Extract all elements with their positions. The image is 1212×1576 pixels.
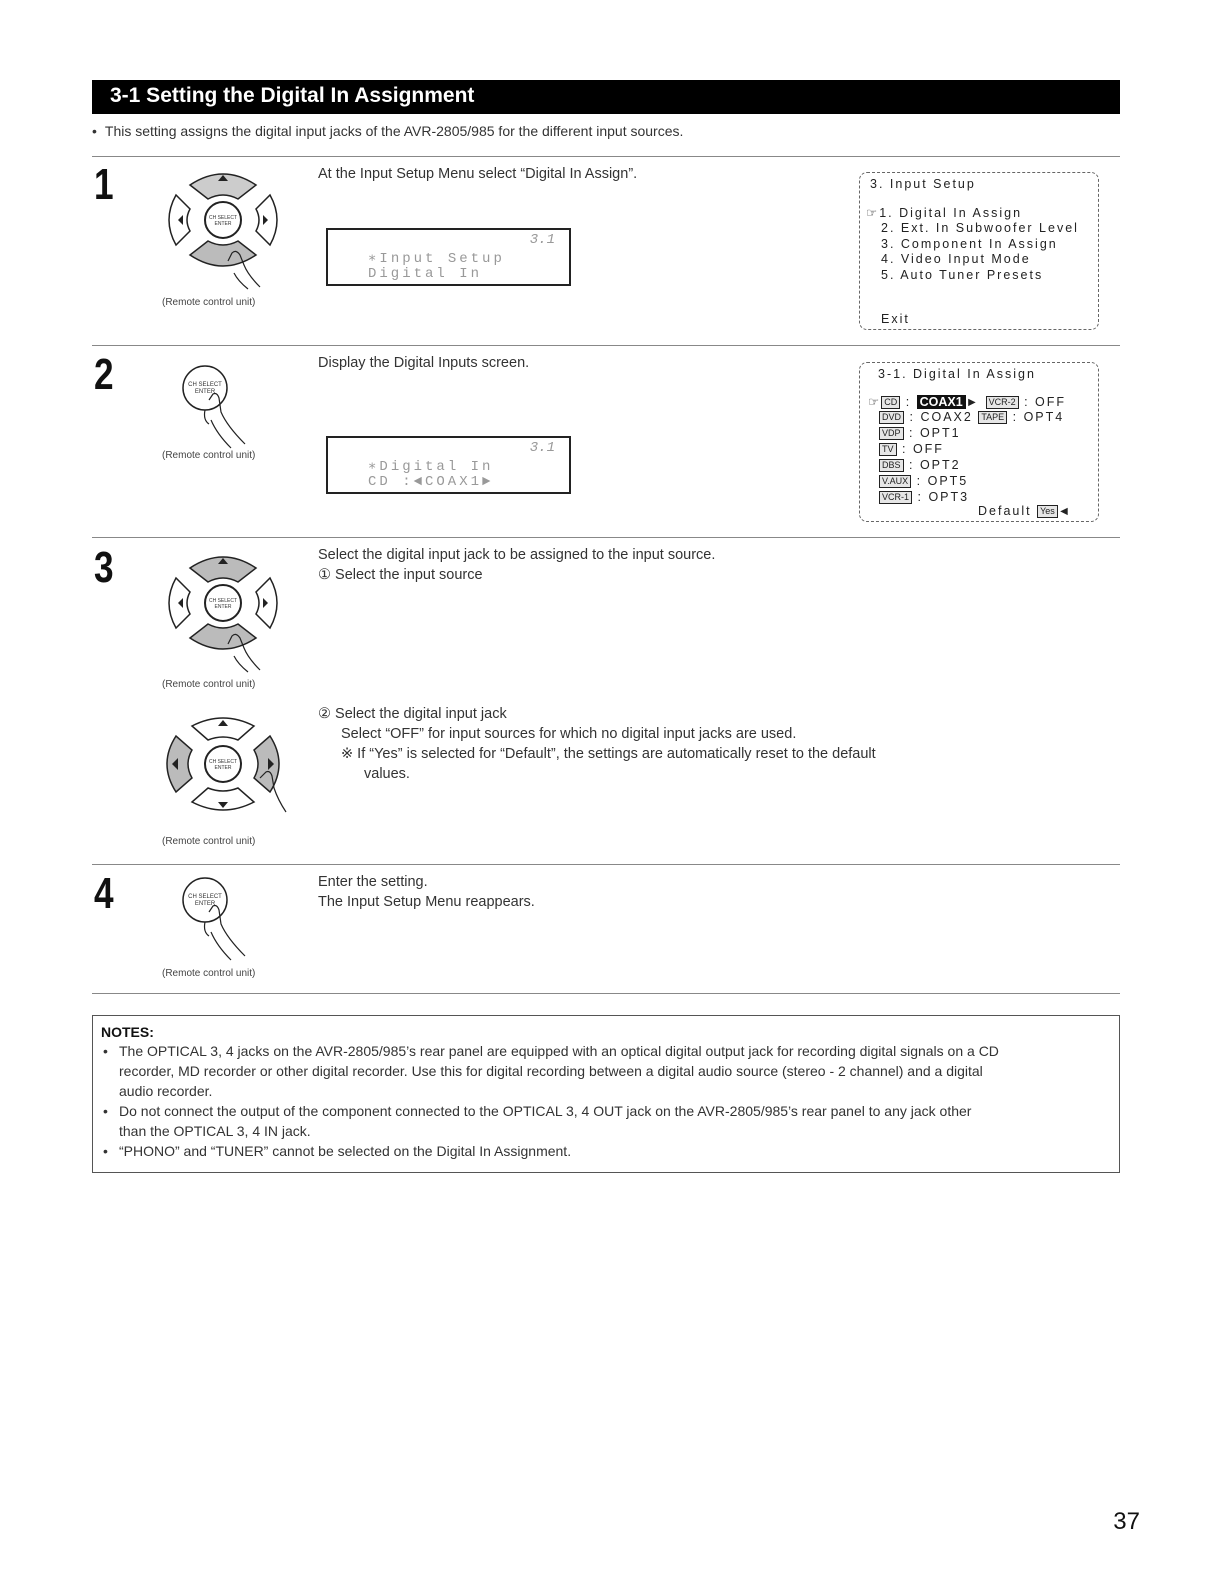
osd-input-setup [859, 172, 1099, 330]
osd-row: DVD : COAX2 TAPE : OPT4 [879, 410, 1064, 424]
source-tag: VDP [879, 427, 904, 440]
page-number: 37 [1113, 1508, 1140, 1535]
osd-row: V.AUX : OPT5 [879, 474, 968, 488]
front-display-2 [326, 436, 571, 494]
section-title: 3-1 Setting the Digital In Assignment [92, 80, 1120, 114]
step-number-2: 2 [94, 350, 114, 399]
osd-menu-item: 2. Ext. In Subwoofer Level [881, 221, 1079, 235]
selected-value: COAX1 [917, 395, 966, 409]
source-value: OPT4 [1023, 410, 1065, 424]
source-tag: V.AUX [879, 475, 911, 488]
osd-menu-item: 4. Video Input Mode [881, 252, 1031, 266]
svg-text:CH SELECT: CH SELECT [208, 759, 238, 765]
divider [92, 345, 1120, 346]
remote-enter-button-icon [175, 876, 255, 966]
step-4-line-1: Enter the setting. [318, 874, 428, 890]
osd-menu-item: 3. Component In Assign [881, 237, 1058, 251]
step-2-text: Display the Digital Inputs screen. [318, 355, 530, 371]
source-tag: TV [879, 443, 897, 456]
step-3-sub-2: ② Select the digital input jack [318, 706, 507, 722]
osd-title: 3. Input Setup [870, 177, 976, 191]
remote-enter-button-icon [175, 364, 255, 454]
divider [92, 993, 1120, 994]
remote-caption: (Remote control unit) [162, 679, 256, 690]
note-line: • “PHONO” and “TUNER” cannot be selected on the Digital In Assignment. [119, 1143, 572, 1159]
source-value: OFF [1035, 395, 1067, 409]
step-3-sub-1: ① Select the input source [318, 567, 483, 583]
default-label: Default [978, 504, 1032, 518]
osd-title: 3-1. Digital In Assign [878, 367, 1036, 381]
lcd-number: 3.1 [529, 440, 555, 456]
svg-text:ENTER: ENTER [214, 604, 232, 610]
note-item [101, 1101, 1111, 1141]
intro-text: • This setting assigns the digital input jacks of the AVR-2805/985 for the different input sources. [92, 123, 683, 139]
osd-row: DBS : OPT2 [879, 458, 961, 472]
source-value: OPT2 [919, 458, 961, 472]
source-value: OPT5 [927, 474, 969, 488]
step-3-sub-2-detail: Select “OFF” for input sources for which no digital input jacks are used. [341, 726, 797, 742]
note-line: than the OPTICAL 3, 4 IN jack. [119, 1123, 311, 1139]
osd-row: TV : OFF [879, 442, 944, 456]
remote-caption: (Remote control unit) [162, 297, 256, 308]
note-line: audio recorder. [119, 1083, 213, 1099]
note-item [101, 1141, 1111, 1161]
source-tag: VCR-1 [879, 491, 912, 504]
notes-box [92, 1015, 1120, 1173]
remote-caption: (Remote control unit) [162, 968, 256, 979]
osd-row: ☞ CD : COAX1 ► VCR-2 : OFF [868, 395, 1067, 409]
svg-text:CH SELECT: CH SELECT [188, 894, 222, 900]
step-number-4: 4 [94, 869, 114, 918]
svg-text:ENTER: ENTER [214, 765, 232, 771]
svg-text:CH SELECT: CH SELECT [208, 215, 238, 221]
osd-digital-in-assign [859, 362, 1099, 522]
step-3-note-line-1: ※ If “Yes” is selected for “Default”, the settings are automatically reset to the default [341, 746, 876, 762]
step-number-1: 1 [94, 160, 114, 209]
source-value: OPT3 [928, 490, 970, 504]
step-number-3: 3 [94, 543, 114, 592]
step-1-text: At the Input Setup Menu select “Digital In Assign”. [318, 166, 638, 182]
osd-menu-item: 5. Auto Tuner Presets [881, 268, 1044, 282]
note-line: • The OPTICAL 3, 4 jacks on the AVR-2805/985’s rear panel are equipped with an optical digital output jack for recording digital signals on a CD [119, 1043, 999, 1059]
divider [92, 156, 1120, 157]
lcd-line-1: ∗Digital In [368, 459, 494, 475]
notes-title: NOTES: [101, 1024, 154, 1040]
front-display-1 [326, 228, 571, 286]
step-3-text: Select the digital input jack to be assigned to the input source. [318, 547, 716, 563]
divider [92, 537, 1120, 538]
lcd-line-2: Digital In [368, 266, 483, 282]
note-line: • Do not connect the output of the component connected to the OPTICAL 3, 4 OUT jack on the AVR-2805/985’s rear panel to any jack other [119, 1103, 972, 1119]
svg-text:CH SELECT: CH SELECT [208, 598, 238, 604]
lcd-line-2: CD :◄COAX1► [368, 474, 494, 490]
note-line: recorder, MD recorder or other digital recorder. Use this for digital recording between a digital audio source (stereo - 2 channel) and a digital [119, 1063, 983, 1079]
svg-text:ENTER: ENTER [194, 389, 216, 395]
remote-dpad-up-down-icon [168, 548, 278, 678]
note-item [101, 1041, 1111, 1101]
osd-row: VDP : OPT1 [879, 426, 961, 440]
osd-menu-item: ☞1. Digital In Assign [866, 206, 1023, 220]
step-4-line-2: The Input Setup Menu reappears. [318, 894, 535, 910]
source-tag: DBS [879, 459, 904, 472]
default-value-tag: Yes [1037, 505, 1058, 518]
source-tag: CD [881, 396, 900, 409]
lcd-number: 3.1 [529, 232, 555, 248]
source-value: OFF [912, 442, 944, 456]
svg-text:ENTER: ENTER [194, 901, 216, 907]
svg-text:CH SELECT: CH SELECT [188, 382, 222, 388]
source-tag: DVD [879, 411, 904, 424]
lcd-line-1: ∗Input Setup [368, 251, 505, 267]
remote-dpad-left-right-icon [158, 714, 288, 824]
source-tag: TAPE [978, 411, 1007, 424]
divider [92, 864, 1120, 865]
svg-text:ENTER: ENTER [214, 221, 232, 227]
source-value: COAX2 [920, 410, 973, 424]
osd-default-row: Default Yes ◄ [978, 504, 1073, 518]
osd-row: VCR-1 : OPT3 [879, 490, 969, 504]
pointer-icon: ☞ [868, 395, 882, 409]
step-3-note-line-2: values. [364, 766, 410, 782]
osd-exit: Exit [881, 312, 910, 326]
source-tag: VCR-2 [986, 396, 1019, 409]
remote-caption: (Remote control unit) [162, 450, 256, 461]
remote-caption: (Remote control unit) [162, 836, 256, 847]
remote-dpad-down-icon [168, 165, 278, 295]
source-value: OPT1 [919, 426, 961, 440]
